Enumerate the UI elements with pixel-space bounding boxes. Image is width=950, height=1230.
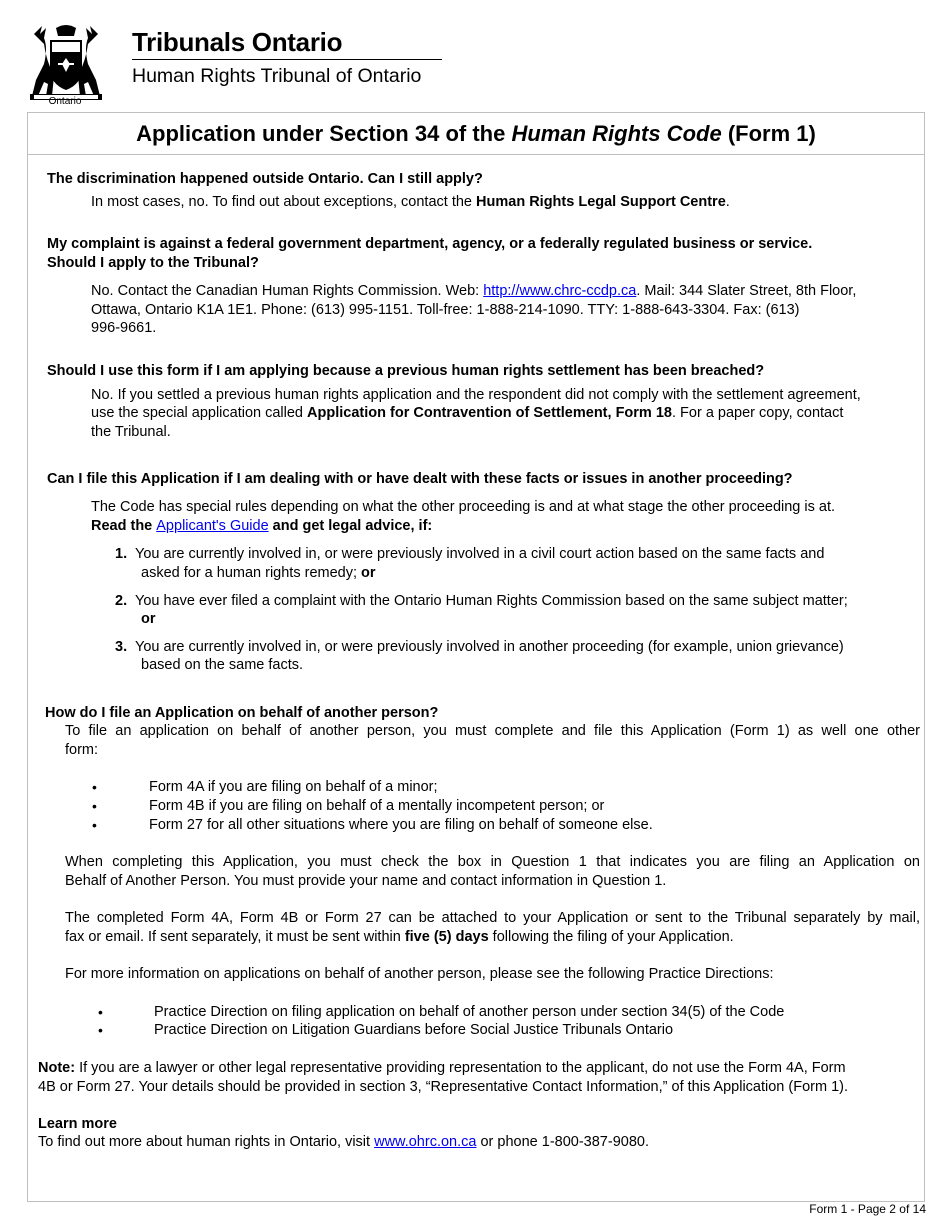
title-italic: Human Rights Code <box>511 120 722 146</box>
q2-answer-line2: Ottawa, Ontario K1A 1E1. Phone: (613) 995-1151. Toll-free: 1-888-214-1090. TTY: 1-888-643-3304. Fax: (613) <box>91 302 800 318</box>
q2-answer-line1 <box>91 282 856 301</box>
page-title <box>27 112 925 155</box>
q5-p3-line2 <box>65 928 734 947</box>
learn-more-heading: Learn more <box>38 1116 117 1132</box>
bullet-icon: • <box>92 779 97 795</box>
q4-item-2-num: 2. <box>115 593 128 609</box>
q5-p3-line1: The completed Form 4A, Form 4B or Form 27 can be attached to your Application or sent to the Tribunal separately by mail, <box>65 910 920 926</box>
q4-item-3-num: 3. <box>115 639 128 655</box>
q4-item-3-line1: You are currently involved in, or were previously involved in another proceeding (for example, union grievance) <box>135 639 844 655</box>
q4-intro2a: Read the <box>91 518 157 534</box>
practice-direction-2: Practice Direction on Litigation Guardians before Social Justice Tribunals Ontario <box>154 1022 674 1038</box>
note-label: Note: <box>38 1060 76 1076</box>
q4-item-1-line1: You are currently involved in, or were previously involved in a civil court action based on the same facts and <box>135 546 825 562</box>
q4-item-1-num: 1. <box>115 546 128 562</box>
q1-heading: The discrimination happened outside Ontario. Can I still apply? <box>47 171 483 187</box>
bullet-icon: • <box>92 798 97 814</box>
chrc-link[interactable]: http://www.chrc-ccdp.ca <box>483 283 637 299</box>
q3-line2b: . For a paper copy, contact <box>671 405 844 421</box>
note-line1-text: If you are a lawyer or other legal representative providing representation to the applicant, do not use the Form 4A, Form <box>75 1060 846 1076</box>
q3-answer-line1: No. If you settled a previous human rights application and the respondent did not comply with the settlement agreement, <box>91 387 861 403</box>
q2-text1: No. Contact the Canadian Human Rights Commission. Web: <box>91 283 484 299</box>
practice-direction-1: Practice Direction on filing application on behalf of another person under section 34(5) of the Code <box>154 1004 785 1020</box>
q4-item-1-or: or <box>361 565 376 581</box>
page-header <box>0 0 950 112</box>
note-line1 <box>38 1059 846 1078</box>
q5-p2-line1: When completing this Application, you must check the box in Question 1 that indicates you are filing an Application on <box>65 854 920 870</box>
q2-heading-line2: Should I apply to the Tribunal? <box>47 255 259 271</box>
q5-p2-line2: Behalf of Another Person. You must provide your name and contact information in Question 1. <box>65 873 667 889</box>
q5-p1-line1: To file an application on behalf of another person, you must complete and file this Application (Form 1) as well one other <box>65 723 920 739</box>
learn-text1: To find out more about human rights in Ontario, visit <box>38 1134 375 1150</box>
q5-p3-line2b: following the filing of your Application. <box>488 929 734 945</box>
q5-bullet-2: Form 4B if you are filing on behalf of a mentally incompetent person; or <box>149 798 605 814</box>
note-line2: 4B or Form 27. Your details should be provided in section 3, “Representative Contact Information,” of this Application (Form 1). <box>38 1079 848 1095</box>
q4-item-2-line1: You have ever filed a complaint with the Ontario Human Rights Commission based on the same subject matter; <box>135 593 848 609</box>
bullet-icon: • <box>98 1004 103 1020</box>
ohrc-link[interactable]: www.ohrc.on.ca <box>374 1134 477 1150</box>
q5-p3-line2a: fax or email. If sent separately, it must be sent within <box>65 929 405 945</box>
q5-bullet-1: Form 4A if you are filing on behalf of a minor; <box>149 779 438 795</box>
q4-item-1-line2-text: asked for a human rights remedy; <box>141 565 362 581</box>
q4-intro2b: and get legal advice, if: <box>268 518 433 534</box>
q3-answer-line2 <box>91 404 843 423</box>
q3-answer-line3: the Tribunal. <box>91 424 171 440</box>
q5-bullet-3: Form 27 for all other situations where you are filing on behalf of someone else. <box>149 817 653 833</box>
applicants-guide-link[interactable]: Applicant's Guide <box>156 518 269 534</box>
bullet-icon: • <box>92 817 97 833</box>
q4-item-1-line2 <box>141 564 376 583</box>
q5-p3-bold: five (5) days <box>404 929 489 945</box>
q1-text: In most cases, no. To find out about exceptions, contact the <box>91 194 477 210</box>
q4-intro-line2 <box>91 517 432 536</box>
q1-bold: Human Rights Legal Support Centre <box>476 194 726 210</box>
bullet-icon: • <box>98 1022 103 1038</box>
learn-text2: or phone 1-800-387-9080. <box>476 1134 649 1150</box>
org-name: Tribunals Ontario <box>132 27 343 57</box>
q2-text2: . Mail: 344 Slater Street, 8th Floor, <box>636 283 857 299</box>
q4-item-3-line2-text: based on the same facts. <box>141 657 304 673</box>
q5-p1-line2: form: <box>65 742 99 758</box>
q3-line2-bold: Application for Contravention of Settlement, Form 18 <box>307 405 672 421</box>
q2-heading-line1: My complaint is against a federal government department, agency, or a federally regulated business or service. <box>47 236 813 252</box>
q4-heading: Can I file this Application if I am dealing with or have dealt with these facts or issues in another proceeding? <box>47 471 793 487</box>
title-suffix: (Form 1) <box>727 120 816 146</box>
learn-more-text <box>38 1133 649 1152</box>
q5-heading: How do I file an Application on behalf of another person? <box>45 705 439 721</box>
q1-end: . <box>725 194 730 210</box>
q1-answer <box>91 193 730 212</box>
q4-item-2-line2 <box>141 610 156 629</box>
q3-line2a: use the special application called <box>91 405 308 421</box>
page-number: Form 1 - Page 2 of 14 <box>809 1202 926 1216</box>
header-divider <box>132 59 442 60</box>
q3-heading: Should I use this form if I am applying because a previous human rights settlement has been breached? <box>47 363 765 379</box>
q5-p4: For more information on applications on behalf of another person, please see the following Practice Directions: <box>65 966 774 982</box>
crest-label: Ontario <box>48 96 82 107</box>
q2-answer-line3: 996-9661. <box>91 320 157 336</box>
q4-item-3-line2 <box>141 656 303 675</box>
q4-item-2-or: or <box>141 611 156 627</box>
q4-intro-line1: The Code has special rules depending on what the other proceeding is and at what stage the other proceeding is at. <box>91 499 836 515</box>
tribunal-name: Human Rights Tribunal of Ontario <box>132 65 422 87</box>
title-prefix: Application under Section 34 of the <box>136 120 506 146</box>
